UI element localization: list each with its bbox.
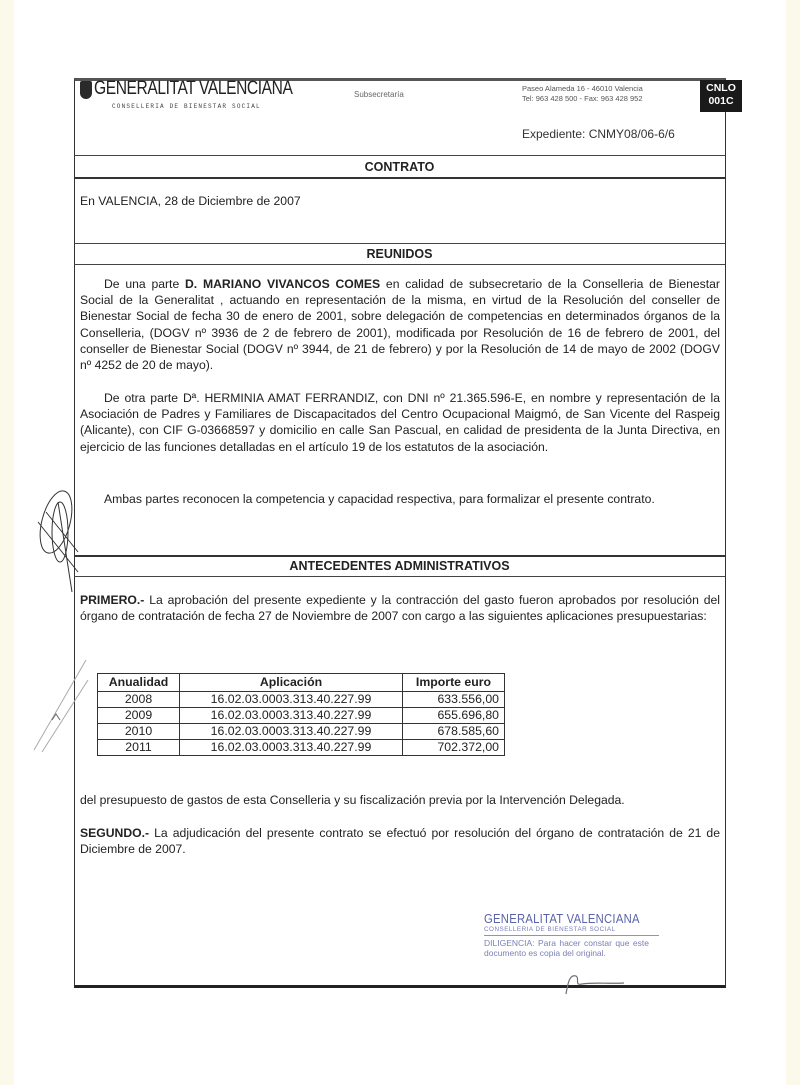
cell-aplicacion: 16.02.03.0003.313.40.227.99 xyxy=(180,740,403,756)
table-header-row xyxy=(98,674,505,692)
cell-importe: 702.372,00 xyxy=(403,740,505,756)
expediente-number: Expediente: CNMY08/06-6/6 xyxy=(522,127,675,141)
cell-importe: 678.585,60 xyxy=(403,724,505,740)
table-row xyxy=(98,692,505,708)
paragraph-primero xyxy=(80,592,720,624)
doc-code-badge xyxy=(700,80,742,112)
text: De una parte xyxy=(104,277,185,291)
divider xyxy=(74,555,725,557)
paragraph-after-table: del presupuesto de gastos de esta Conselleria y su fiscalización previa por la Intervención Delegada. xyxy=(80,793,625,807)
doc-code-line2: 001C xyxy=(708,95,734,107)
cell-year: 2008 xyxy=(98,692,180,708)
party-name: D. MARIANO VIVANCOS COMES xyxy=(185,277,381,291)
stamp-signature-icon xyxy=(560,968,630,998)
divider xyxy=(74,576,725,577)
text: Ambas partes reconocen la competencia y capacidad respectiva, para formalizar el presente contrato. xyxy=(104,492,655,506)
place-date: En VALENCIA, 28 de Diciembre de 2007 xyxy=(80,194,301,208)
stamp-title: GENERALITAT VALENCIANA xyxy=(484,912,640,926)
scan-edge-left xyxy=(0,0,14,1085)
table-row xyxy=(98,708,505,724)
clause-label: PRIMERO.- xyxy=(80,593,145,607)
stamp-subtitle: CONSELLERIA DE BIENESTAR SOCIAL xyxy=(484,926,659,936)
logo-title: GENERALITAT VALENCIANA xyxy=(94,78,293,99)
cell-aplicacion: 16.02.03.0003.313.40.227.99 xyxy=(180,724,403,740)
divider xyxy=(74,155,725,156)
divider xyxy=(74,177,725,179)
column-header: Importe euro xyxy=(403,674,505,692)
stamp-text: DILIGENCIA: Para hacer constar que este documento es copia del original. xyxy=(484,938,649,958)
section-title-reunidos: REUNIDOS xyxy=(366,247,433,261)
text: La adjudicación del presente contrato se efectuó por resolución del órgano de contratación de 21 de Diciembre de 2007. xyxy=(80,826,720,857)
divider xyxy=(74,243,725,244)
table-row xyxy=(98,724,505,740)
department-label: Subsecretaría xyxy=(354,90,404,99)
cell-aplicacion: 16.02.03.0003.313.40.227.99 xyxy=(180,708,403,724)
margin-pencil-mark-icon xyxy=(30,640,90,760)
section-title-contrato: CONTRATO xyxy=(364,160,435,174)
text: De otra parte Dª. HERMINIA AMAT FERRANDIZ, con DNI nº 21.365.596-E, en nombre y representación de la Asociación de Padres y Familiares de Discapacitados del Centro Ocupacional Maigmó, de San Vicente del Raspeig (Alicante), con CIF G-03668597 y domicilio en calle San Pascual, en calidad de presidenta de la Junta Directiva, en ejercicio de las funciones detalladas en el artículo 19 de los estatutos de la asociación. xyxy=(80,391,720,454)
paragraph-second-party xyxy=(80,390,720,455)
paragraph-segundo xyxy=(80,825,720,857)
doc-code-line1: CNLO xyxy=(706,82,736,94)
column-header: Aplicación xyxy=(180,674,403,692)
generalitat-logo xyxy=(78,78,338,118)
column-header: Anualidad xyxy=(98,674,180,692)
scan-edge-right xyxy=(786,0,800,1085)
clause-label: SEGUNDO.- xyxy=(80,826,150,840)
text: en calidad de subsecretario de la Conselleria de Bienestar Social de la Generalitat , actuando en representación de la misma, en virtud de la Resolución del conseller de Bienestar Social de fecha 30 de enero de 2001, sobre delegación de competencias en determinados órganos de la Conselleria, (DOGV nº 3936 de 2 de febrero de 2001), modificada por Resolución de 16 de febrero de 2001, del conseller de Bienestar Social (DOGV nº 3944, de 21 de febrero) y por la Resolución de 14 de mayo de 2002 (DOGV nº 4252 de 20 de mayo). xyxy=(80,277,720,373)
address-block xyxy=(522,84,643,104)
table-row xyxy=(98,740,505,756)
cell-aplicacion: 16.02.03.0003.313.40.227.99 xyxy=(180,692,403,708)
section-title-antecedentes: ANTECEDENTES ADMINISTRATIVOS xyxy=(289,559,510,573)
margin-signature-icon xyxy=(28,482,88,602)
address-line: Paseo Alameda 16 - 46010 Valencia xyxy=(522,84,643,93)
phone-line: Tel: 963 428 500 - Fax: 963 428 952 xyxy=(522,94,643,103)
cell-importe: 655.696,80 xyxy=(403,708,505,724)
logo-subtitle: CONSELLERIA DE BIENESTAR SOCIAL xyxy=(112,103,261,110)
divider xyxy=(74,264,725,265)
cell-year: 2011 xyxy=(98,740,180,756)
certification-stamp xyxy=(484,912,659,958)
budget-table xyxy=(97,673,505,756)
coat-of-arms-icon xyxy=(80,81,92,99)
text: La aprobación del presente expediente y la contracción del gasto fueron aprobados por resolución del órgano de contratación de fecha 27 de Noviembre de 2007 con cargo a las siguientes aplicaciones presupuestarias: xyxy=(80,593,720,624)
paragraph-first-party xyxy=(80,276,720,373)
cell-year: 2009 xyxy=(98,708,180,724)
paragraph-both-parties xyxy=(80,491,720,507)
cell-year: 2010 xyxy=(98,724,180,740)
cell-importe: 633.556,00 xyxy=(403,692,505,708)
